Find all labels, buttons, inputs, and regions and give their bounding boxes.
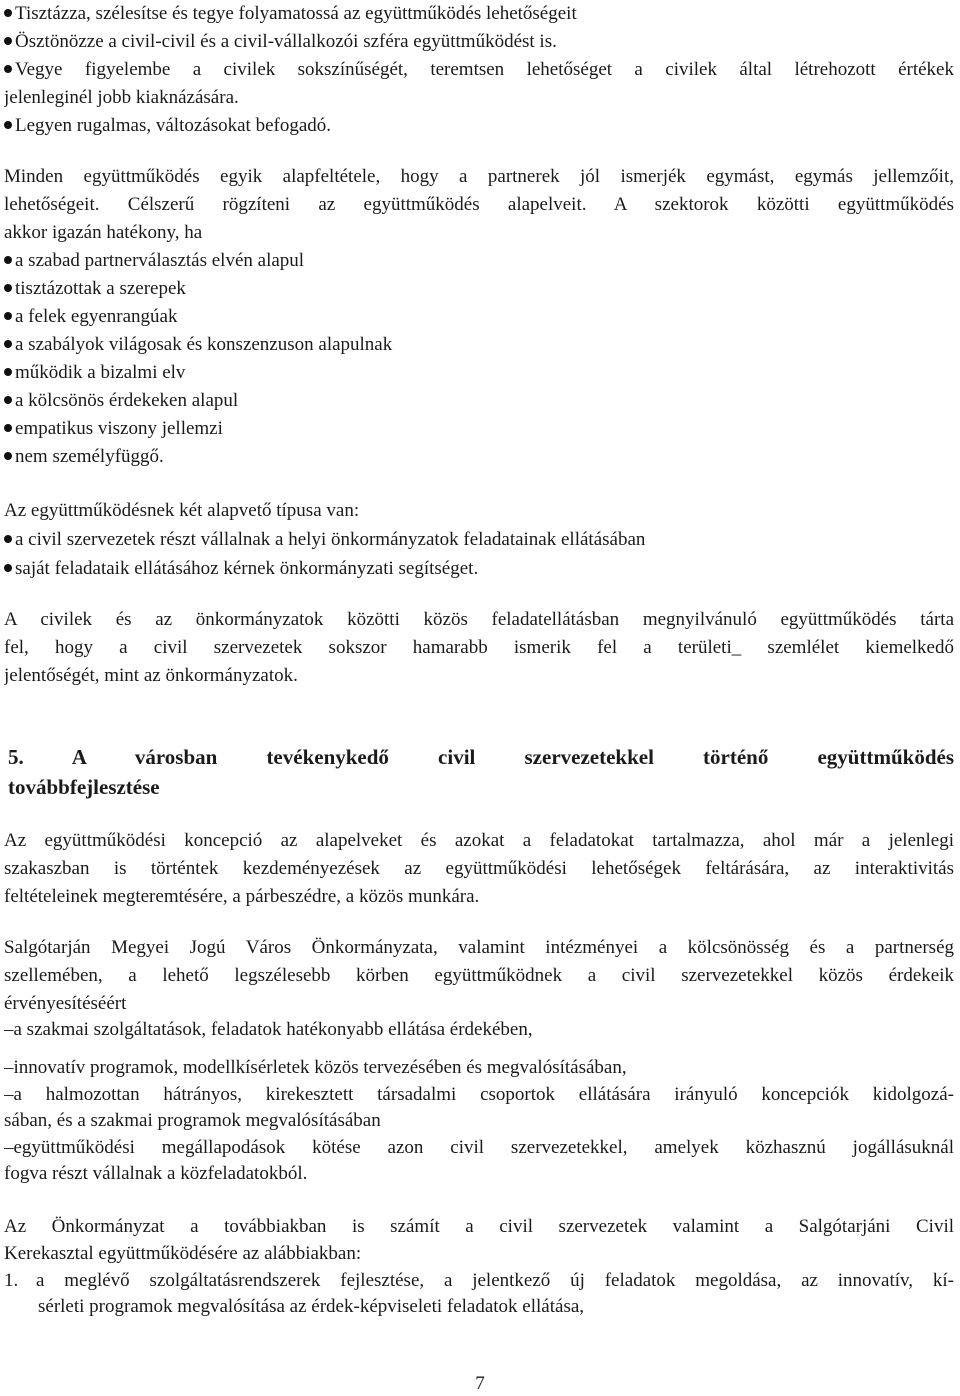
dash-item-continuation: sában, és a szakmai programok megvalósításában bbox=[4, 1110, 381, 1131]
dash-item: –innovatív programok, modellkísérletek közös tervezésében és megvalósításában, bbox=[4, 1054, 954, 1082]
bullet-dot-icon bbox=[4, 535, 12, 543]
paragraph-line: Az Önkormányzat a továbbiakban is számít a civil szervezetek valamint a Salgótarjáni Civil bbox=[4, 1216, 954, 1237]
paragraph-line: fel, hogy a civil szervezetek sokszor hamarabb ismerik fel a területi_ szemlélet kiemelkedő bbox=[4, 637, 954, 658]
type-item: a civil szervezetek részt vállalnak a helyi önkormányzatok feladatainak ellátásában bbox=[4, 526, 954, 554]
bullet-dot-icon bbox=[4, 65, 12, 73]
bullet-dot-icon bbox=[4, 340, 12, 348]
paragraph-line: jelentőségét, mint az önkormányzatok. bbox=[4, 665, 298, 686]
type-item: saját feladataik ellátásához kérnek önkormányzati segítséget. bbox=[4, 555, 954, 583]
dash-item-continuation: fogva részt vállalnak a közfeladatokból. bbox=[4, 1163, 308, 1184]
paragraph-line: Minden együttműködés egyik alapfeltétele, hogy a partnerek jól ismerjék egymást, egymás jellemzőit, bbox=[4, 166, 954, 187]
dash-icon: – bbox=[4, 1137, 14, 1158]
intro-bullet: Tisztázza, szélesítse és tegye folyamatossá az együttműködés lehetőségeit bbox=[4, 0, 954, 28]
bullet-dot-icon bbox=[4, 256, 12, 264]
paragraph-line: érvényesítéséért bbox=[4, 993, 127, 1014]
dash-icon: – bbox=[4, 1084, 14, 1105]
paragraph-line: feltételeinek megteremtésére, a párbeszédre, a közös munkára. bbox=[4, 886, 480, 907]
bullet-dot-icon bbox=[4, 312, 12, 320]
paragraph-line: lehetőségeit. Célszerű rögzíteni az együttműködés alapelveit. A szektorok közötti együttműködés bbox=[4, 194, 954, 215]
bullet-dot-icon bbox=[4, 564, 12, 572]
bullet-dot-icon bbox=[4, 9, 12, 17]
paragraph-line: szakaszban is történtek kezdeményezések az együttműködési lehetőségek feltárására, az interaktivitás bbox=[4, 858, 954, 879]
section-heading: 5. A városban tevékenykedő civil szervezetekkel történő együttműködés bbox=[8, 745, 954, 769]
bullet-dot-icon bbox=[4, 368, 12, 376]
paragraph-line: szellemében, a lehető legszélesebb körben együttműködnek a civil szervezetekkel közös érdekeik bbox=[4, 965, 954, 986]
condition-item: a szabad partnerválasztás elvén alapul bbox=[4, 247, 954, 275]
item-number: 1. bbox=[4, 1270, 19, 1291]
dash-item: –a szakmai szolgáltatások, feladatok hatékonyabb ellátása érdekében, bbox=[4, 1016, 954, 1044]
bullet-dot-icon bbox=[4, 284, 12, 292]
bullet-dot-icon bbox=[4, 424, 12, 432]
bullet-dot-icon bbox=[4, 121, 12, 129]
paragraph-line: Kerekasztal együttműködésére az alábbiakban: bbox=[4, 1243, 362, 1264]
condition-item: a szabályok világosak és konszenzuson alapulnak bbox=[4, 331, 954, 359]
intro-bullet: Ösztönözze a civil-civil és a civil-vállalkozói szféra együttműködést is. bbox=[4, 28, 954, 56]
condition-item: a kölcsönös érdekeken alapul bbox=[4, 387, 954, 415]
types-intro: Az együttműködésnek két alapvető típusa van: bbox=[4, 500, 360, 521]
numbered-item-continuation: sérleti programok megvalósítása az érdek-képviseleti feladatok ellátása, bbox=[38, 1296, 585, 1317]
dash-icon: – bbox=[4, 1057, 14, 1078]
dash-item: –együttműködési megállapodások kötése azon civil szervezetekkel, amelyek közhasznú jogállásuknál bbox=[4, 1134, 954, 1162]
numbered-item: 1. a meglévő szolgáltatásrendszerek fejlesztése, a jelentkező új feladatok megoldása, az innovatív, kí- bbox=[4, 1267, 954, 1295]
intro-bullet: Vegye figyelembe a civilek sokszínűségét, teremtsen lehetőséget a civilek által létrehozott értékek bbox=[4, 56, 954, 84]
dash-icon: – bbox=[4, 1019, 14, 1040]
dash-item: –a halmozottan hátrányos, kirekesztett társadalmi csoportok ellátására irányuló koncepciók kidolgozá- bbox=[4, 1081, 954, 1109]
condition-item: empatikus viszony jellemzi bbox=[4, 415, 954, 443]
paragraph-line: Salgótarján Megyei Jogú Város Önkormányzata, valamint intézményei a kölcsönösség és a partnerség bbox=[4, 937, 954, 958]
paragraph-line: A civilek és az önkormányzatok közötti közös feladatellátásban megnyilvánuló együttműködés tárta bbox=[4, 609, 954, 630]
paragraph-line: akkor igazán hatékony, ha bbox=[4, 222, 203, 243]
section-heading-continuation: továbbfejlesztése bbox=[8, 775, 160, 799]
condition-item: tisztázottak a szerepek bbox=[4, 275, 954, 303]
intro-bullet-continuation: jelenleginél jobb kiaknázására. bbox=[4, 87, 239, 108]
bullet-dot-icon bbox=[4, 452, 12, 460]
bullet-dot-icon bbox=[4, 37, 12, 45]
bullet-dot-icon bbox=[4, 396, 12, 404]
condition-item: nem személyfüggő. bbox=[4, 443, 954, 471]
condition-item: működik a bizalmi elv bbox=[4, 359, 954, 387]
condition-item: a felek egyenrangúak bbox=[4, 303, 954, 331]
intro-bullet: Legyen rugalmas, változásokat befogadó. bbox=[4, 112, 954, 140]
paragraph-line: Az együttműködési koncepció az alapelveket és azokat a feladatokat tartalmazza, ahol már a jelenlegi bbox=[4, 830, 954, 851]
page-number: 7 bbox=[475, 1373, 485, 1394]
